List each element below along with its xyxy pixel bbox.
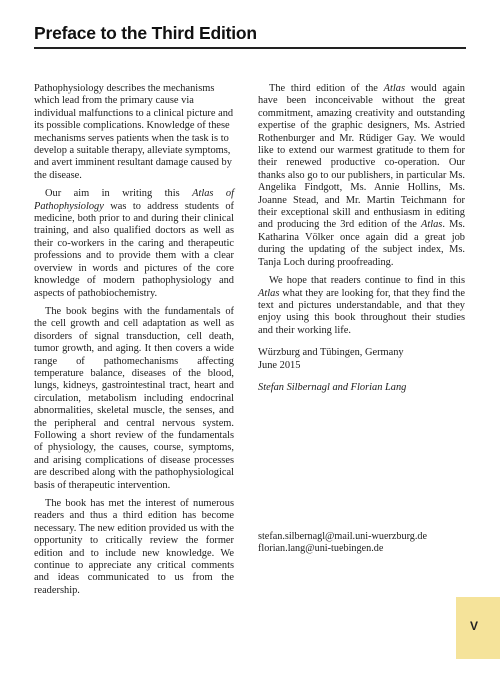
email-link[interactable]: stefan.silbernagl@mail.uni-wuerzburg.de [258, 531, 428, 542]
email-link[interactable]: florian.lang@uni-tuebingen.de [258, 543, 384, 555]
paragraph: Our aim in writing this Atlas of Pathophysiology was to address students of medicine, both prior to and during their clinical training, and also qualified doctors as well as their co-workers in the caring and therapeutic professions and to provide them with a clear overview in words and pictures of the core knowledge of modern pathophysiology and aspects of pathobiochemistry. [34, 188, 235, 299]
paragraph: The book begins with the fundamentals of the cell growth and cell adaptation as well as disorders of signal transduction, cell death, tumor growth, and aging. It then covers a wide range of pathomechanisms affecting temperature balance, diseases of the blood, lungs, kidneys, gastrointestinal tract, heart and circulation, metabolism including endocrinal abnormalities, skeletal muscle, the senses, and the peripheral and central nervous system. Following a short review of the fundamentals of physiology, the causes, course, symptoms, and arising complications of disease processes are described along with the pathophysiological basis of therapeutic intervention. [34, 305, 234, 491]
date: June 2015 [258, 359, 301, 371]
page-number-tab [456, 597, 500, 659]
paragraph: The third edition of the Atlas would again have been inconceivable without the great commitment, amazing creativity and outstanding expertise of the graphic designers, Ms. Astried Rothenburger and Mr. Rüdiger Gay. We would like to extend our warmest gratitude to them for their renewed productive co-operation. Our thanks also go to our publishers, in particular Ms. Angelika Findgott, Ms. Annie Hollins, Ms. Joanne Stead, and Mr. Martin Teichmann for their exceptional skill and enthusiasm in editing and producing the 3rd edition of the Atlas. Ms. Katharina Völker once again did a great job during the updating of the subject index, Ms. Tanja Loch during proofreading. [258, 83, 465, 268]
authors: Stefan Silbernagl and Florian Lang [258, 381, 407, 393]
left-column [34, 83, 234, 603]
right-column [258, 83, 465, 394]
title-rule [34, 47, 466, 49]
paragraph: The book has met the interest of numerous readers and thus a third edition has become necessary. The new edition provided us with the opportunity to critically review the former edition and to include new knowledge. We continue to appreciate any critical comments and ideas communicated to us from the readership. [34, 498, 234, 596]
paragraph: Pathophysiology describes the mechanisms which lead from the primary cause via individual malfunctions to a clinical picture and its possible complications. Knowledge of these mechanisms serves patients when the task is to develop a suitable therapy, alleviate symptoms, and avert imminent resultant damage caused by the disease. [34, 83, 234, 181]
place: Würzburg and Tübingen, Germany [258, 347, 404, 359]
contact-emails [258, 531, 473, 556]
page-number: V [470, 619, 479, 633]
place-date [258, 347, 465, 372]
paragraph: We hope that readers continue to find in this Atlas what they are looking for, that they find the text and pictures understandable, and that they enjoy using this book throughout their studies and their working life. [258, 275, 465, 336]
page-title: Preface to the Third Edition [34, 23, 257, 43]
